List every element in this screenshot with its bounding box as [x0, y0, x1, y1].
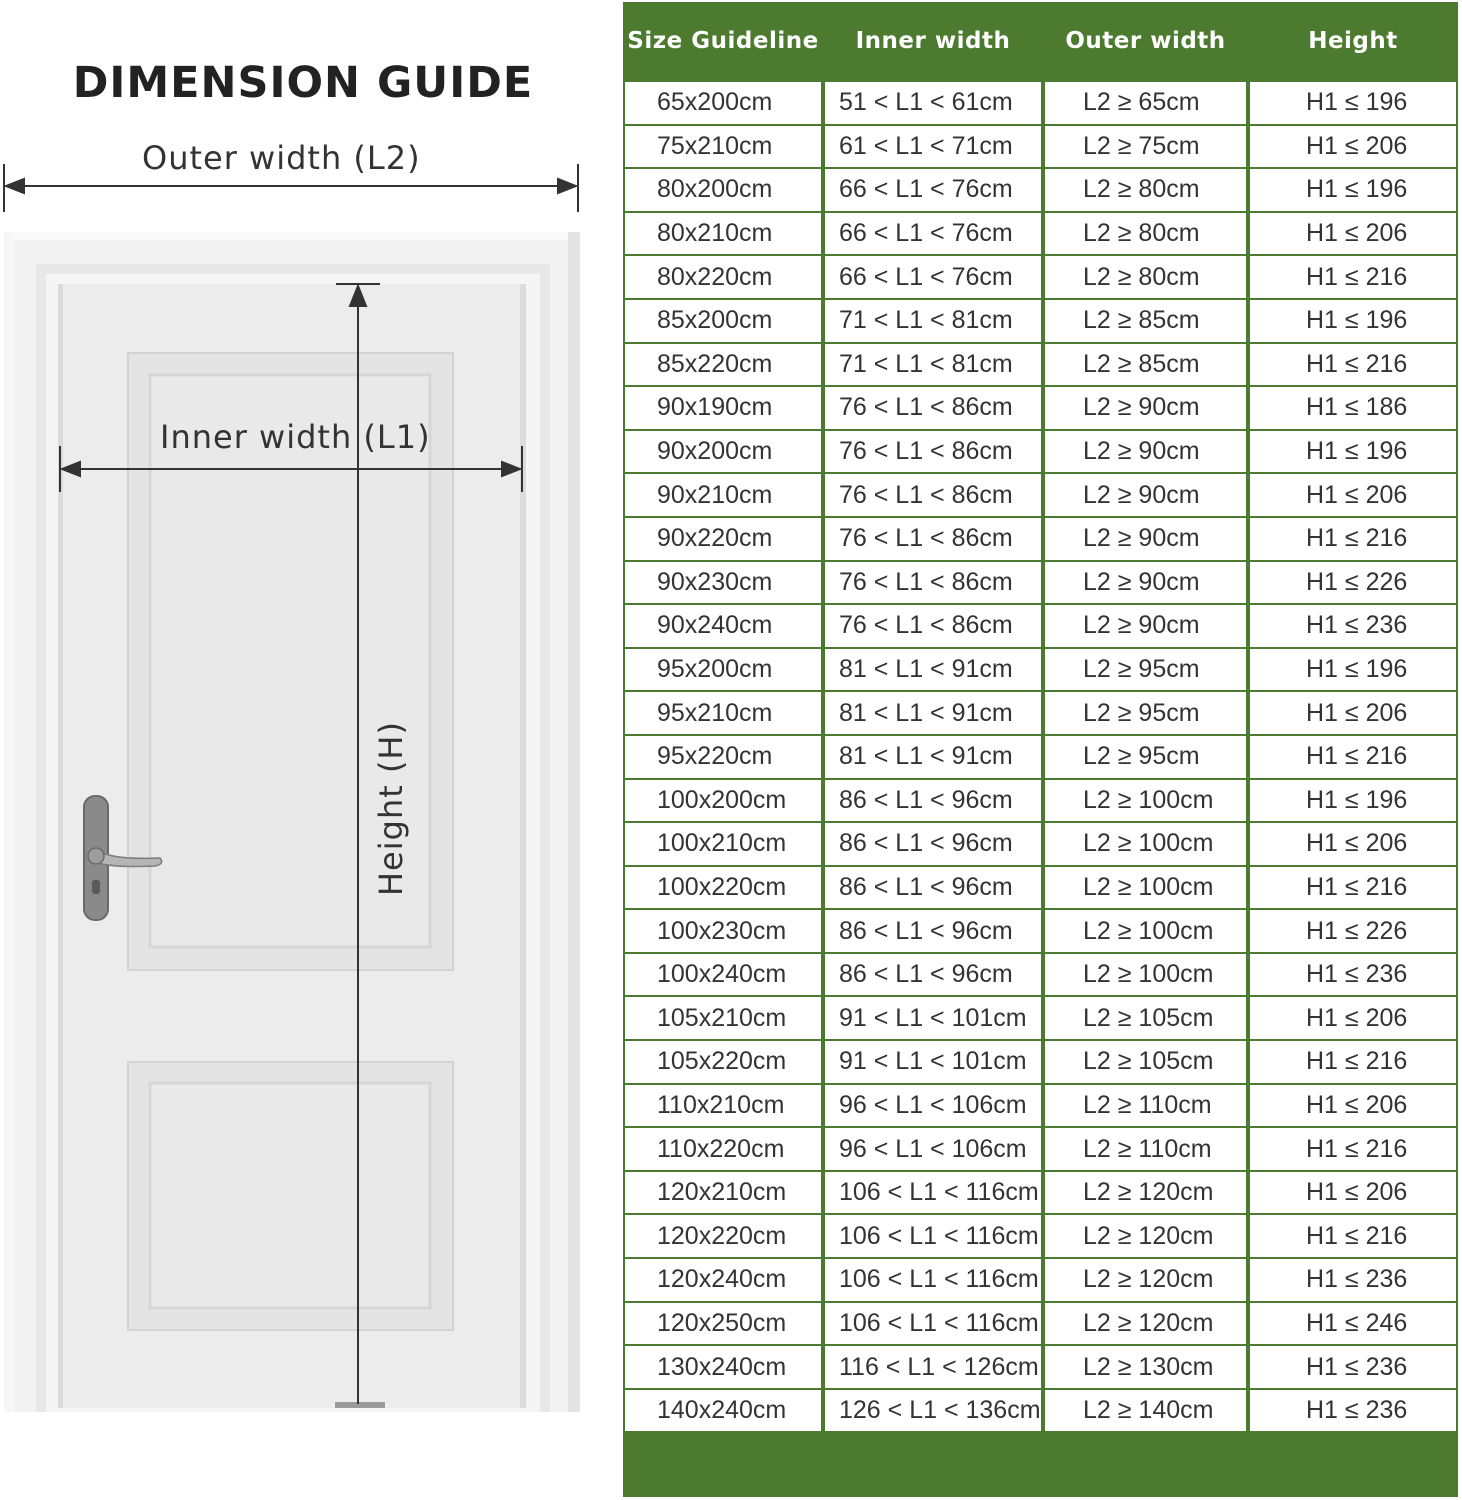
cell-height: H1 ≤ 246 [1248, 1301, 1458, 1345]
outer-width-label: Outer width (L2) [142, 139, 421, 177]
cell-inner-width: 86 < L1 < 96cm [823, 865, 1043, 909]
cell-height: H1 ≤ 196 [1248, 298, 1458, 342]
cell-outer-width: L2 ≥ 90cm [1043, 429, 1248, 473]
cell-height: H1 ≤ 196 [1248, 778, 1458, 822]
cell-height: H1 ≤ 226 [1248, 560, 1458, 604]
cell-size: 120x210cm [623, 1170, 823, 1214]
table-row [623, 995, 1458, 1039]
cell-outer-width: L2 ≥ 85cm [1043, 298, 1248, 342]
table-row [623, 821, 1458, 865]
cell-inner-width: 91 < L1 < 101cm [823, 1039, 1043, 1083]
cell-inner-width: 81 < L1 < 91cm [823, 690, 1043, 734]
cell-size: 95x220cm [623, 734, 823, 778]
cell-inner-width: 91 < L1 < 101cm [823, 995, 1043, 1039]
size-table-panel [623, 2, 1458, 1497]
cell-outer-width: L2 ≥ 140cm [1043, 1388, 1248, 1434]
cell-size: 120x240cm [623, 1257, 823, 1301]
cell-size: 90x200cm [623, 429, 823, 473]
cell-outer-width: L2 ≥ 110cm [1043, 1126, 1248, 1170]
cell-size: 85x220cm [623, 342, 823, 386]
cell-outer-width: L2 ≥ 105cm [1043, 995, 1248, 1039]
cell-inner-width: 96 < L1 < 106cm [823, 1126, 1043, 1170]
cell-inner-width: 106 < L1 < 116cm [823, 1301, 1043, 1345]
cell-height: H1 ≤ 196 [1248, 80, 1458, 124]
cell-outer-width: L2 ≥ 100cm [1043, 952, 1248, 996]
table-row [623, 167, 1458, 211]
cell-height: H1 ≤ 216 [1248, 1126, 1458, 1170]
table-row [623, 254, 1458, 298]
cell-inner-width: 86 < L1 < 96cm [823, 908, 1043, 952]
cell-height: H1 ≤ 196 [1248, 167, 1458, 211]
cell-size: 100x200cm [623, 778, 823, 822]
cell-size: 80x210cm [623, 211, 823, 255]
cell-height: H1 ≤ 216 [1248, 865, 1458, 909]
cell-size: 90x240cm [623, 603, 823, 647]
table-row [623, 908, 1458, 952]
cell-inner-width: 76 < L1 < 86cm [823, 603, 1043, 647]
size-table [623, 2, 1458, 1433]
cell-height: H1 ≤ 206 [1248, 211, 1458, 255]
cell-size: 105x220cm [623, 1039, 823, 1083]
cell-height: H1 ≤ 206 [1248, 472, 1458, 516]
cell-inner-width: 106 < L1 < 116cm [823, 1213, 1043, 1257]
cell-height: H1 ≤ 206 [1248, 821, 1458, 865]
cell-outer-width: L2 ≥ 100cm [1043, 821, 1248, 865]
table-row [623, 647, 1458, 691]
table-body [623, 80, 1458, 1433]
table-row [623, 298, 1458, 342]
cell-size: 95x210cm [623, 690, 823, 734]
cell-size: 100x210cm [623, 821, 823, 865]
cell-height: H1 ≤ 196 [1248, 429, 1458, 473]
cell-height: H1 ≤ 236 [1248, 603, 1458, 647]
cell-size: 100x230cm [623, 908, 823, 952]
table-row [623, 1344, 1458, 1388]
cell-height: H1 ≤ 236 [1248, 1257, 1458, 1301]
cell-size: 140x240cm [623, 1388, 823, 1434]
cell-outer-width: L2 ≥ 120cm [1043, 1213, 1248, 1257]
table-row [623, 80, 1458, 124]
cell-inner-width: 76 < L1 < 86cm [823, 429, 1043, 473]
table-row [623, 734, 1458, 778]
table-row [623, 1083, 1458, 1127]
cell-size: 110x220cm [623, 1126, 823, 1170]
cell-outer-width: L2 ≥ 100cm [1043, 778, 1248, 822]
cell-outer-width: L2 ≥ 90cm [1043, 385, 1248, 429]
cell-height: H1 ≤ 216 [1248, 1039, 1458, 1083]
cell-outer-width: L2 ≥ 100cm [1043, 908, 1248, 952]
cell-height: H1 ≤ 236 [1248, 1388, 1458, 1434]
cell-size: 80x200cm [623, 167, 823, 211]
table-row [623, 1213, 1458, 1257]
cell-outer-width: L2 ≥ 80cm [1043, 167, 1248, 211]
cell-size: 110x210cm [623, 1083, 823, 1127]
inner-width-label: Inner width (L1) [160, 418, 431, 456]
cell-height: H1 ≤ 206 [1248, 1083, 1458, 1127]
cell-inner-width: 66 < L1 < 76cm [823, 211, 1043, 255]
cell-outer-width: L2 ≥ 105cm [1043, 1039, 1248, 1083]
table-row [623, 342, 1458, 386]
cell-outer-width: L2 ≥ 120cm [1043, 1170, 1248, 1214]
table-row [623, 516, 1458, 560]
table-row [623, 1301, 1458, 1345]
cell-size: 90x210cm [623, 472, 823, 516]
cell-inner-width: 76 < L1 < 86cm [823, 560, 1043, 604]
cell-height: H1 ≤ 226 [1248, 908, 1458, 952]
cell-size: 120x220cm [623, 1213, 823, 1257]
cell-inner-width: 116 < L1 < 126cm [823, 1344, 1043, 1388]
cell-outer-width: L2 ≥ 85cm [1043, 342, 1248, 386]
table-row [623, 472, 1458, 516]
header-inner-width: Inner width [855, 28, 1011, 54]
table-row [623, 778, 1458, 822]
table-row [623, 124, 1458, 168]
cell-inner-width: 66 < L1 < 76cm [823, 254, 1043, 298]
cell-outer-width: L2 ≥ 90cm [1043, 472, 1248, 516]
cell-outer-width: L2 ≥ 100cm [1043, 865, 1248, 909]
cell-height: H1 ≤ 236 [1248, 1344, 1458, 1388]
cell-size: 80x220cm [623, 254, 823, 298]
cell-inner-width: 96 < L1 < 106cm [823, 1083, 1043, 1127]
cell-inner-width: 106 < L1 < 116cm [823, 1257, 1043, 1301]
guide-title: DIMENSION GUIDE [72, 58, 534, 108]
cell-height: H1 ≤ 206 [1248, 995, 1458, 1039]
table-header-row [623, 2, 1458, 80]
cell-inner-width: 126 < L1 < 136cm [823, 1388, 1043, 1434]
cell-height: H1 ≤ 206 [1248, 1170, 1458, 1214]
cell-size: 130x240cm [623, 1344, 823, 1388]
height-label: Height (H) [372, 721, 410, 896]
cell-inner-width: 61 < L1 < 71cm [823, 124, 1043, 168]
table-row [623, 429, 1458, 473]
table-row [623, 952, 1458, 996]
cell-inner-width: 76 < L1 < 86cm [823, 516, 1043, 560]
door-diagram [0, 0, 610, 1500]
cell-height: H1 ≤ 216 [1248, 1213, 1458, 1257]
cell-size: 100x240cm [623, 952, 823, 996]
cell-outer-width: L2 ≥ 110cm [1043, 1083, 1248, 1127]
cell-outer-width: L2 ≥ 95cm [1043, 647, 1248, 691]
header-outer-width: Outer width [1065, 28, 1226, 54]
cell-inner-width: 76 < L1 < 86cm [823, 472, 1043, 516]
cell-height: H1 ≤ 186 [1248, 385, 1458, 429]
table-row [623, 385, 1458, 429]
cell-height: H1 ≤ 236 [1248, 952, 1458, 996]
cell-inner-width: 66 < L1 < 76cm [823, 167, 1043, 211]
cell-outer-width: L2 ≥ 120cm [1043, 1301, 1248, 1345]
cell-inner-width: 86 < L1 < 96cm [823, 952, 1043, 996]
cell-inner-width: 81 < L1 < 91cm [823, 734, 1043, 778]
cell-size: 75x210cm [623, 124, 823, 168]
cell-size: 95x200cm [623, 647, 823, 691]
header-height: Height [1308, 28, 1398, 54]
cell-outer-width: L2 ≥ 90cm [1043, 603, 1248, 647]
cell-outer-width: L2 ≥ 65cm [1043, 80, 1248, 124]
cell-height: H1 ≤ 216 [1248, 342, 1458, 386]
cell-outer-width: L2 ≥ 80cm [1043, 211, 1248, 255]
cell-outer-width: L2 ≥ 90cm [1043, 560, 1248, 604]
cell-outer-width: L2 ≥ 80cm [1043, 254, 1248, 298]
cell-size: 120x250cm [623, 1301, 823, 1345]
table-row [623, 1388, 1458, 1434]
table-row [623, 560, 1458, 604]
cell-height: H1 ≤ 206 [1248, 124, 1458, 168]
cell-size: 105x210cm [623, 995, 823, 1039]
cell-outer-width: L2 ≥ 75cm [1043, 124, 1248, 168]
cell-height: H1 ≤ 196 [1248, 647, 1458, 691]
cell-inner-width: 86 < L1 < 96cm [823, 778, 1043, 822]
cell-inner-width: 81 < L1 < 91cm [823, 647, 1043, 691]
table-row [623, 211, 1458, 255]
cell-inner-width: 76 < L1 < 86cm [823, 385, 1043, 429]
cell-size: 90x230cm [623, 560, 823, 604]
cell-outer-width: L2 ≥ 95cm [1043, 690, 1248, 734]
cell-inner-width: 86 < L1 < 96cm [823, 821, 1043, 865]
cell-size: 100x220cm [623, 865, 823, 909]
table-row [623, 1257, 1458, 1301]
cell-outer-width: L2 ≥ 90cm [1043, 516, 1248, 560]
cell-inner-width: 51 < L1 < 61cm [823, 80, 1043, 124]
cell-inner-width: 71 < L1 < 81cm [823, 342, 1043, 386]
table-row [623, 865, 1458, 909]
table-row [623, 603, 1458, 647]
cell-outer-width: L2 ≥ 95cm [1043, 734, 1248, 778]
table-row [623, 1126, 1458, 1170]
cell-inner-width: 71 < L1 < 81cm [823, 298, 1043, 342]
cell-size: 65x200cm [623, 80, 823, 124]
cell-inner-width: 106 < L1 < 116cm [823, 1170, 1043, 1214]
cell-size: 90x190cm [623, 385, 823, 429]
table-row [623, 1039, 1458, 1083]
cell-size: 90x220cm [623, 516, 823, 560]
cell-height: H1 ≤ 216 [1248, 254, 1458, 298]
cell-height: H1 ≤ 216 [1248, 734, 1458, 778]
cell-outer-width: L2 ≥ 120cm [1043, 1257, 1248, 1301]
cell-height: H1 ≤ 206 [1248, 690, 1458, 734]
cell-size: 85x200cm [623, 298, 823, 342]
cell-height: H1 ≤ 216 [1248, 516, 1458, 560]
table-row [623, 1170, 1458, 1214]
cell-outer-width: L2 ≥ 130cm [1043, 1344, 1248, 1388]
dimension-guide-panel [0, 0, 610, 1500]
header-size-guideline: Size Guideline [627, 28, 819, 54]
table-row [623, 690, 1458, 734]
